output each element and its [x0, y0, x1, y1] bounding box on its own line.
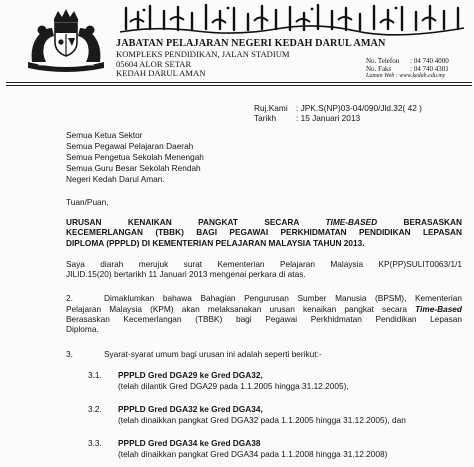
list-item-title: PPPLD Gred DGA32 ke Gred DGA34, — [118, 404, 263, 414]
fax-value: : 04 740 4301 — [410, 65, 449, 73]
jawi-logotype-icon — [116, 2, 468, 36]
subject-line-2: KECEMERLANGAN (TBBK) BAGI PEGAWAI PERKHIDMATAN PENDIDIKAN LEPASAN — [66, 227, 462, 238]
date-value: : 15 Januari 2013 — [296, 113, 361, 123]
list-item-number: 3.2. — [88, 404, 102, 414]
paragraph-2-first-line: Dimaklumkan bahawa Bahagian Pengurusan Sumber Manusia (BPSM), Kementerian — [104, 293, 462, 303]
department-title: JABATAN PELAJARAN NEGERI KEDAH DARUL AMAN — [116, 38, 386, 49]
address-line-2: 05604 ALOR SETAR — [116, 59, 192, 69]
jawi-name-text: جابتن ڤلاجرن نڬري قدح دار الامان — [284, 22, 300, 23]
paragraph-1-line-2: JILID.15(20) bertarikh 11 Januari 2013 mengenai perkara di atas. — [66, 269, 306, 280]
recipient-line: Semua Guru Besar Sekolah Rendah — [66, 163, 201, 173]
list-item-detail: (telah dinaikkan pangkat Gred DGA34 pada 1.1.2008 hingga 31.12.2008) — [118, 449, 388, 459]
paragraph-2-line-4: Diploma. — [66, 323, 99, 334]
paragraph-1 — [66, 259, 462, 279]
list-item-number: 3.1. — [88, 370, 102, 380]
list-item-number: 3.3. — [88, 438, 102, 448]
paragraph-3-number: 3. — [66, 349, 73, 359]
letterhead-divider — [6, 82, 472, 83]
recipient-line: Semua Pengetua Sekolah Menengah — [66, 152, 204, 162]
paragraph-2-body — [66, 304, 462, 335]
salutation: Tuan/Puan, — [66, 197, 109, 207]
recipient-line: Negeri Kedah Darul Aman. — [66, 174, 165, 184]
list-item-detail: (telah dilantik Gred DGA29 pada 1.1.2005 hingga 31.12.2005), — [118, 381, 349, 391]
reference-number: : JPK.S(NP)03-04/090/Jld.32( 42 ) — [296, 103, 422, 113]
phone-value: : 04 740 4000 — [410, 57, 449, 65]
paragraph-3-text: Syarat-syarat umum bagi urusan ini adalah seperti berikut:- — [104, 349, 322, 359]
paragraph-1-line-1: Saya diarah merujuk surat Kementerian Pelajaran Malaysia KP(PP)SULIT0063/1/1 — [66, 259, 462, 269]
phone-label: No. Telefon — [366, 57, 400, 65]
subject-line-1: URUSAN KENAIKAN PANGKAT SECARA TIME-BASED BERASASKAN — [66, 217, 463, 227]
address-line-3: KEDAH DARUL AMAN — [116, 68, 206, 78]
paragraph-2-line-2: Pelajaran Malaysia (KPM) akan melaksanakan urusan kenaikan pangkat secara Time-Based — [66, 303, 462, 314]
kedah-crest-icon — [24, 6, 108, 72]
recipient-line: Semua Pegawai Pelajaran Daerah — [66, 141, 194, 151]
letterhead-divider-thin — [6, 85, 472, 86]
date-label: Tarikh — [254, 113, 277, 123]
subject-heading — [66, 217, 462, 248]
website-text: Laman Web : www.kedah.edu.my — [366, 73, 446, 79]
subject-line-3: DIPLOMA (PPPLD) DI KEMENTERIAN PELAJARAN MALAYSIA TAHUN 2013. — [66, 237, 365, 248]
list-item-title: PPPLD Gred DGA34 ke Gred DGA38 — [118, 438, 261, 448]
address-line-1: KOMPLEKS PENDIDIKAN, JALAN STADIUM — [116, 49, 290, 59]
fax-label: No. Faks — [366, 65, 392, 73]
paragraph-2-number: 2. — [66, 293, 73, 303]
list-item-title: PPPLD Gred DGA29 ke Gred DGA32, — [118, 370, 263, 380]
reference-label: Ruj.Kami — [254, 103, 288, 113]
list-item-detail: (telah dinaikkan pangkat Gred DGA32 pada 1.1.2005 hingga 31.12.2005), dan — [118, 415, 406, 425]
paragraph-2-line-3: Berasaskan Kecemerlangan (TBBK) bagi Pegawai Perkhidmatan Pendidikan Lepasan — [66, 313, 462, 324]
recipient-line: Semua Ketua Sektor — [66, 130, 143, 140]
